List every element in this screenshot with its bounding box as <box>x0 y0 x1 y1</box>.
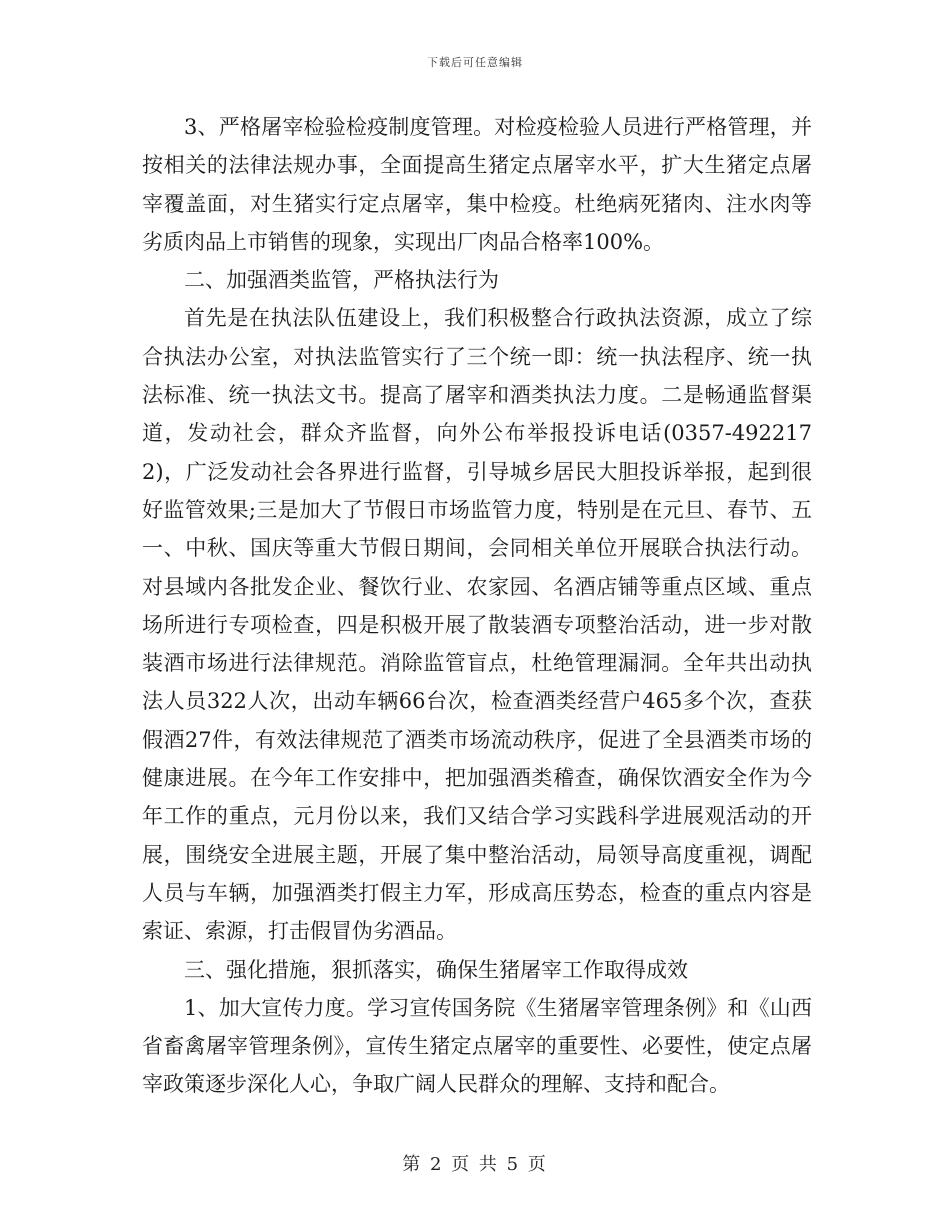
section-heading-measures: 三、强化措施，狠抓落实，确保生猪屠宰工作取得成效 <box>184 957 688 982</box>
document-body <box>142 108 812 1104</box>
paragraph-slaughter-inspection: 3、严格屠宰检验检疫制度管理。对检疫检验人员进行严格管理，并按相关的法律法规办事，全面提高生猪定点屠宰水平，扩大生猪定点屠宰覆盖面，对生猪实行定点屠宰，集中检疫。杜绝病死猪肉、注水肉等劣质肉品上市销售的现象，实现出厂肉品合格率100%。 <box>142 115 812 254</box>
paragraph-law-enforcement: 首先是在执法队伍建设上，我们积极整合行政执法资源，成立了综合执法办公室，对执法监管实行了三个统一即：统一执法程序、统一执法标准、统一执法文书。提高了屠宰和酒类执法力度。二是畅通监督渠道，发动社会，群众齐监督，向外公布举报投诉电话(0357-4922172)，广泛发动社会各界进行监督，引导城乡居民大胆投诉举报，起到很好监管效果;三是加大了节假日市场监管力度，特别是在元旦、春节、五一、中秋、国庆等重大节假日期间，会同相关单位开展联合执法行动。对县域内各批发企业、餐饮行业、农家园、名酒店铺等重点区域、重点场所进行专项检查，四是积极开展了散装酒专项整治活动，进一步对散装酒市场进行法律规范。消除监管盲点，杜绝管理漏洞。全年共出动执法人员322人次，出动车辆66台次，检查酒类经营户465多个次，查获假酒27件，有效法律规范了酒类市场流动秩序，促进了全县酒类市场的健康进展。在今年工作安排中，把加强酒类稽查，确保饮酒安全作为今年工作的重点，元月份以来，我们又结合学习实践科学进展观活动的开展，围绕安全进展主题，开展了集中整治活动，局领导高度重视，调配人员与车辆，加强酒类打假主力军，形成高压势态，检查的重点内容是索证、索源，打击假冒伪劣酒品。 <box>142 306 812 944</box>
section-heading-liquor-supervision: 二、加强酒类监管，严格执法行为 <box>184 268 499 293</box>
page-header-note: 下载后可任意编辑 <box>427 56 523 69</box>
page-number-footer: 第 2 页 共 5 页 <box>402 1154 548 1175</box>
paragraph-publicity: 1、加大宣传力度。学习宣传国务院《生猪屠宰管理条例》和《山西省畜禽屠宰管理条例》，宣传生猪定点屠宰的重要性、必要性，使定点屠宰政策逐步深化人心，争取广阔人民群众的理解、支持和配合。 <box>142 995 812 1097</box>
